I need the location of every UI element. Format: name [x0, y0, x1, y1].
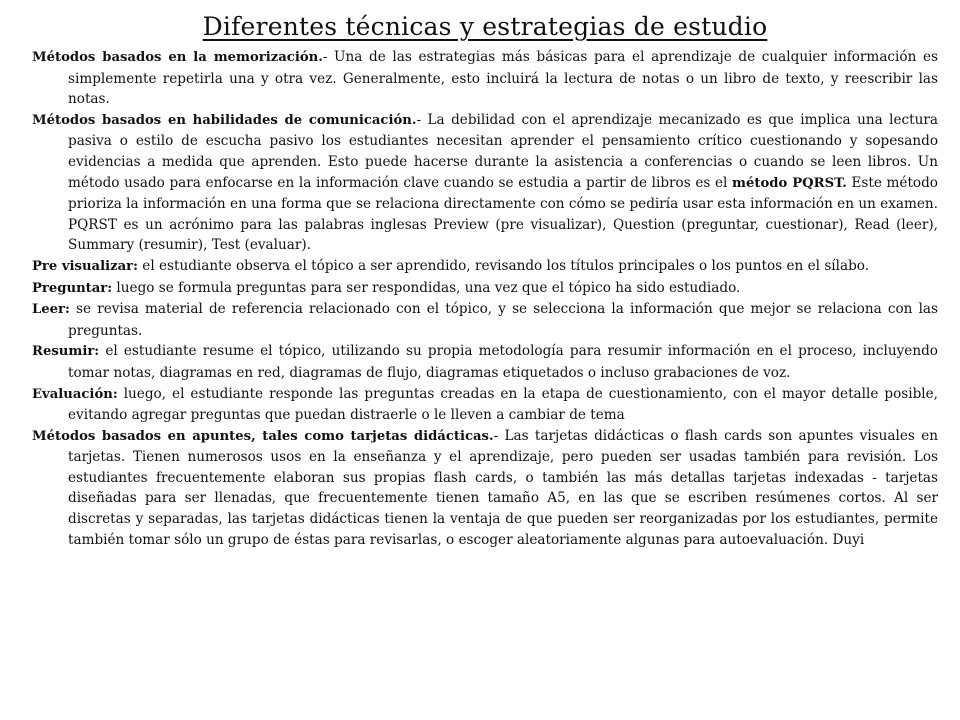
paragraph-term: Métodos basados en la memorización. [32, 50, 323, 65]
paragraph-memorization [32, 47, 938, 110]
paragraph-text: luego se formula preguntas para ser respondidas, una vez que el tópico ha sido estudiado. [112, 279, 741, 296]
paragraph-test [32, 384, 938, 426]
paragraph-term: Resumir: [32, 344, 100, 360]
paragraph-term: Leer: [32, 302, 70, 318]
paragraph-question [32, 278, 938, 300]
paragraph-text: Este método prioriza la información en una forma que se relaciona directamente con cómo se pediría usar esta información en un examen. PQRST es un acrónimo para las palabras inglesas Preview (pre visualizar), Question (preguntar, cuestionar), Read (leer), Summary (resumir), Test (evaluar). [68, 174, 938, 254]
paragraph-term: Métodos basados en apuntes, tales como tarjetas didácticas. [32, 428, 494, 444]
paragraph-read [32, 299, 938, 341]
paragraph-term: Pre visualizar: [32, 258, 138, 274]
paragraph-text: se revisa material de referencia relacionado con el tópico, y se selecciona la información que mejor se relaciona con las preguntas. [68, 301, 938, 339]
pqrst-method-label: método PQRST. [732, 175, 847, 191]
page-title: Diferentes técnicas y estrategias de estudio [202, 12, 768, 41]
body-text [32, 47, 938, 550]
paragraph-preview [32, 256, 938, 278]
paragraph-text: luego, el estudiante responde las preguntas creadas en la etapa de cuestionamiento, con el mayor detalle posible, evitando agregar preguntas que puedan distraerle o le lleven a cambiar de tema [68, 385, 938, 424]
paragraph-term: Evaluación: [32, 386, 118, 402]
paragraph-text: - Una de las estrategias más básicas para el aprendizaje de cualquier información es simplemente repetirla una y otra vez. Generalmente, esto incluirá la lectura de notas o un libro de texto, y reescribir las notas. [68, 49, 938, 108]
paragraph-communication [32, 110, 938, 256]
paragraph-summary [32, 341, 938, 383]
paragraph-text: - Las tarjetas didácticas o flash cards son apuntes visuales en tarjetas. Tienen numerosos usos en la enseñanza y el aprendizaje, pero pueden ser usadas también para revisión. Los estudiantes frecuentemente elaboran sus propias flash cards, o también las más detallas tarjetas indexadas - tarjetas diseñadas para ser llenadas, que frecuentemente tienen tamaño A5, en las que se escriben resúmenes cortos. Al ser discretas y separadas, las tarjetas didácticas tienen la ventaja de que pueden ser reorganizadas por los estudiantes, permite también tomar sólo un grupo de éstas para revisarlas, o escoger aleatoriamente algunas para autoevaluación. Duyi [68, 427, 939, 548]
paragraph-term: Preguntar: [32, 280, 113, 296]
paragraph-term: Métodos basados en habilidades de comunicación. [32, 112, 417, 128]
paragraph-notes [32, 426, 938, 551]
paragraph-text: - La debilidad con el aprendizaje mecanizado es que implica una lectura pasiva o estilo de escucha pasivo los estudiantes necesitan aprender el pensamiento crítico cuestionando y sopesando evidencias a medida que aprenden. Esto puede hacerse durante la asistencia a conferencias o cuando se leen libros. Un método usado para enfocarse en la información clave cuando se estudia a partir de libros es el [68, 111, 938, 191]
paragraph-text: el estudiante observa el tópico a ser aprendido, revisando los títulos principales o los puntos en el sílabo. [137, 257, 870, 274]
paragraph-text: el estudiante resume el tópico, utilizando su propia metodología para resumir información en el proceso, incluyendo tomar notas, diagramas en red, diagramas de flujo, diagramas etiquetados o incluso grabaciones de voz. [68, 343, 938, 381]
